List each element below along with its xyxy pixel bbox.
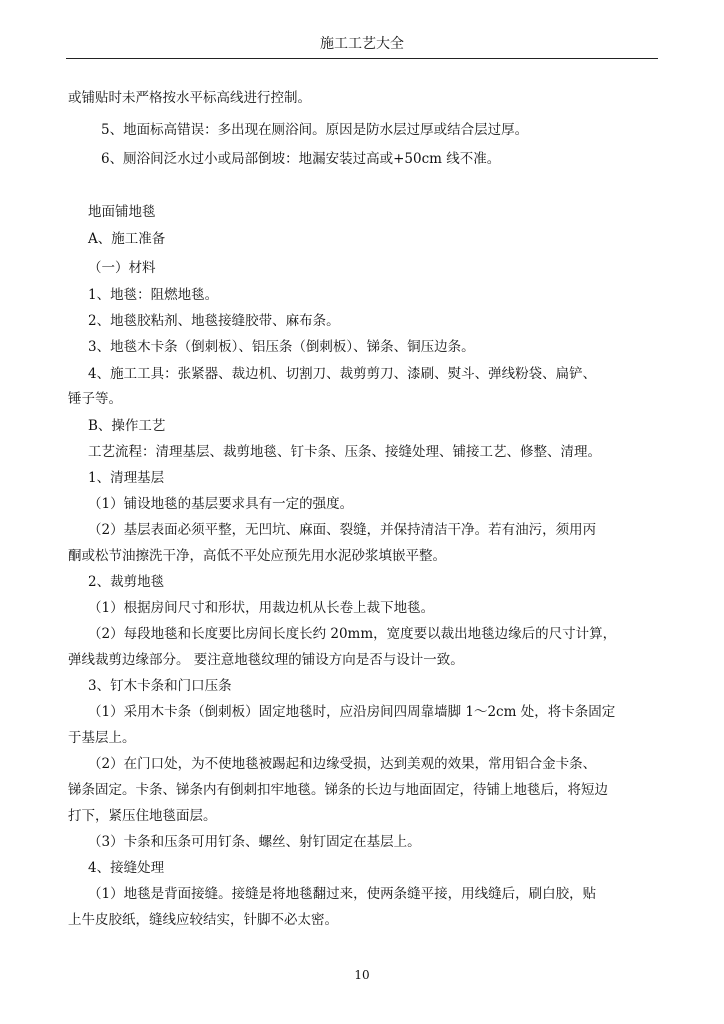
text-line: B、操作工艺 [88, 418, 166, 434]
text-line: （1）地毯是背面接缝。接缝是将地毯翻过来，使两条缝平接，用线缝后，刷白胶，贴 [88, 886, 597, 902]
text-line: 2、地毯胶粘剂、地毯接缝胶带、麻布条。 [88, 313, 340, 329]
text-line: 锑条固定。卡条、锑条内有倒刺扣牢地毯。锑条的长边与地面固定，待铺上地毯后，将短边 [68, 782, 608, 798]
text-line: 于基层上。 [68, 730, 136, 746]
text-line: 打下，紧压住地毯面层。 [68, 808, 217, 824]
header-rule [66, 58, 658, 59]
text-line: 1、地毯：阻燃地毯。 [88, 287, 219, 303]
text-line: 4、接缝处理 [88, 860, 165, 876]
text-line: 4、施工工具：张紧器、裁边机、切割刀、裁剪剪刀、漆刷、熨斗、弹线粉袋、扁铲、 [88, 366, 597, 382]
text-line: 酮或松节油擦洗干净，高低不平处应预先用水泥砂浆填嵌平整。 [68, 548, 446, 564]
page-number: 10 [354, 968, 370, 982]
text-line: 弹线裁剪边缘部分。 要注意地毯纹理的铺设方向是否与设计一致。 [68, 652, 464, 668]
text-line: （1）铺设地毯的基层要求具有一定的强度。 [88, 496, 354, 512]
text-line: 5、地面标高错误：多出现在厕浴间。原因是防水层过厚或结合层过厚。 [101, 122, 529, 138]
text-line: （1）采用木卡条（倒刺板）固定地毯时，应沿房间四周靠墙脚 1～2cm 处，将卡条固定 [88, 704, 616, 720]
text-line: 6、厕浴间泛水过小或局部倒坡：地漏安装过高或+50cm 线不准。 [101, 151, 501, 167]
text-line: 2、裁剪地毯 [88, 574, 165, 590]
text-line: 或铺贴时未严格按水平标高线进行控制。 [68, 90, 311, 106]
text-line: 3、地毯木卡条（倒刺板）、铝压条（倒刺板）、锑条、铜压边条。 [88, 339, 475, 355]
page-header-title: 施工工艺大全 [320, 36, 404, 52]
text-line: （2）每段地毯和长度要比房间长度长约 20mm，宽度要以裁出地毯边缘后的尺寸计算， [88, 626, 617, 642]
text-line: 上牛皮胶纸，缝线应较结实，针脚不必太密。 [68, 912, 338, 928]
text-line: （2）在门口处，为不使地毯被踢起和边缘受损，达到美观的效果，常用铝合金卡条、 [88, 756, 597, 772]
text-line: A、施工准备 [88, 231, 166, 247]
text-line: （一）材料 [88, 260, 156, 276]
text-line: 1、清理基层 [88, 470, 165, 486]
text-line: （3）卡条和压条可用钉条、螺丝、射钉固定在基层上。 [88, 834, 421, 850]
text-line: （2）基层表面必须平整，无凹坑、麻面、裂缝，并保持清洁干净。若有油污，须用丙 [88, 522, 597, 538]
section-heading: 地面铺地毯 [88, 204, 156, 220]
text-line: 3、钉木卡条和门口压条 [88, 678, 232, 694]
text-line: 工艺流程：清理基层、裁剪地毯、钉卡条、压条、接缝处理、铺接工艺、修整、清理。 [88, 444, 601, 460]
text-line: （1）根据房间尺寸和形状，用裁边机从长卷上裁下地毯。 [88, 600, 435, 616]
text-line: 锤子等。 [68, 391, 122, 407]
